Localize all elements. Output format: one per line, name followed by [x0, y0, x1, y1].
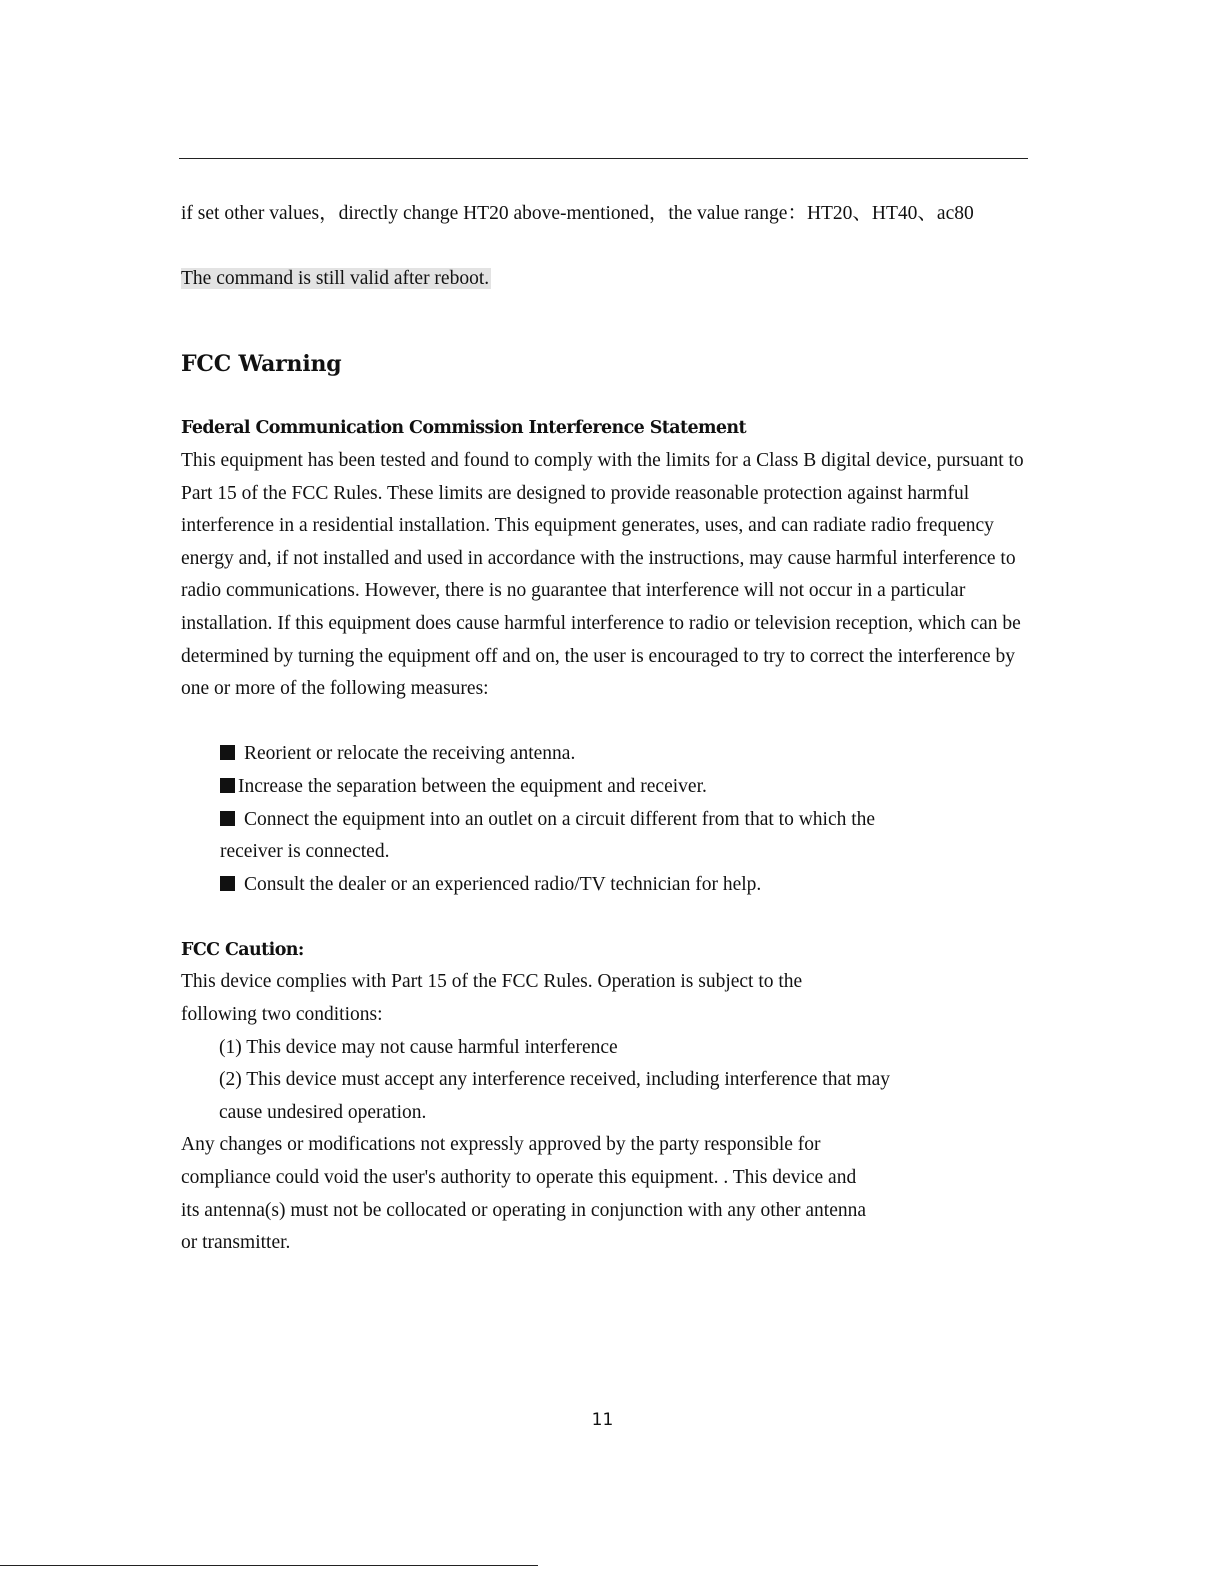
list-item: Consult the dealer or an experienced radio/TV technician for help. [220, 869, 1031, 902]
fcc-caution-closing: Any changes or modifications not expressly approved by the party responsible for compliance could void the user's authority to operate this equipment. . This device and its antenna(s) must not be collocated or operating in conjunction with any other antenna or transmitter. [181, 1134, 867, 1254]
measures-list [181, 738, 1031, 901]
square-bullet-icon [220, 745, 235, 760]
page-number: 11 [591, 1410, 614, 1430]
fcc-warning-body: This equipment has been tested and found to comply with the limits for a Class B digital device, pursuant to Part 15 of the FCC Rules. These limits are designed to provide reasonable protection against harmful interference in a residential installation. This equipment generates, uses, and can radiate radio frequency energy and, if not installed and used in accordance with the instructions, may cause harmful interference to radio communications. However, there is no guarantee that interference will not occur in a particular installation. If this equipment does cause harmful interference to radio or television reception, which can be determined by turning the equipment off and on, the user is encouraged to try to correct the interference by one or more of the following measures: [181, 449, 1024, 700]
list-item: Connect the equipment into an outlet on a circuit different from that to which the receiver is connected. [220, 808, 876, 863]
intro-line: if set other values，directly change HT20 above-mentioned，the value range：HT20、HT40、ac80 [181, 203, 974, 224]
page-content [181, 198, 1031, 1260]
square-bullet-icon [220, 811, 235, 826]
list-item: Reorient or relocate the receiving antenna. [220, 738, 1031, 771]
fcc-caution-intro: This device complies with Part 15 of the FCC Rules. Operation is subject to the following two conditions: [181, 971, 803, 1026]
reboot-note-highlight: The command is still valid after reboot. [181, 268, 490, 290]
header-rule [179, 158, 1028, 159]
square-bullet-icon [220, 876, 235, 891]
list-item: Increase the separation between the equipment and receiver. [220, 771, 1031, 804]
fcc-interference-subtitle: Federal Communication Commission Interference Statement [181, 418, 747, 439]
fcc-caution-title: FCC Caution: [181, 939, 304, 960]
condition-2: (2) This device must accept any interference received, including interference that may cause undesired operation. [219, 1069, 890, 1123]
square-bullet-icon [220, 778, 235, 793]
condition-1: (1) This device may not cause harmful interference [219, 1036, 618, 1058]
fcc-warning-title: FCC Warning [181, 350, 342, 377]
footer-rule [0, 1565, 538, 1566]
reboot-note [181, 263, 1031, 296]
